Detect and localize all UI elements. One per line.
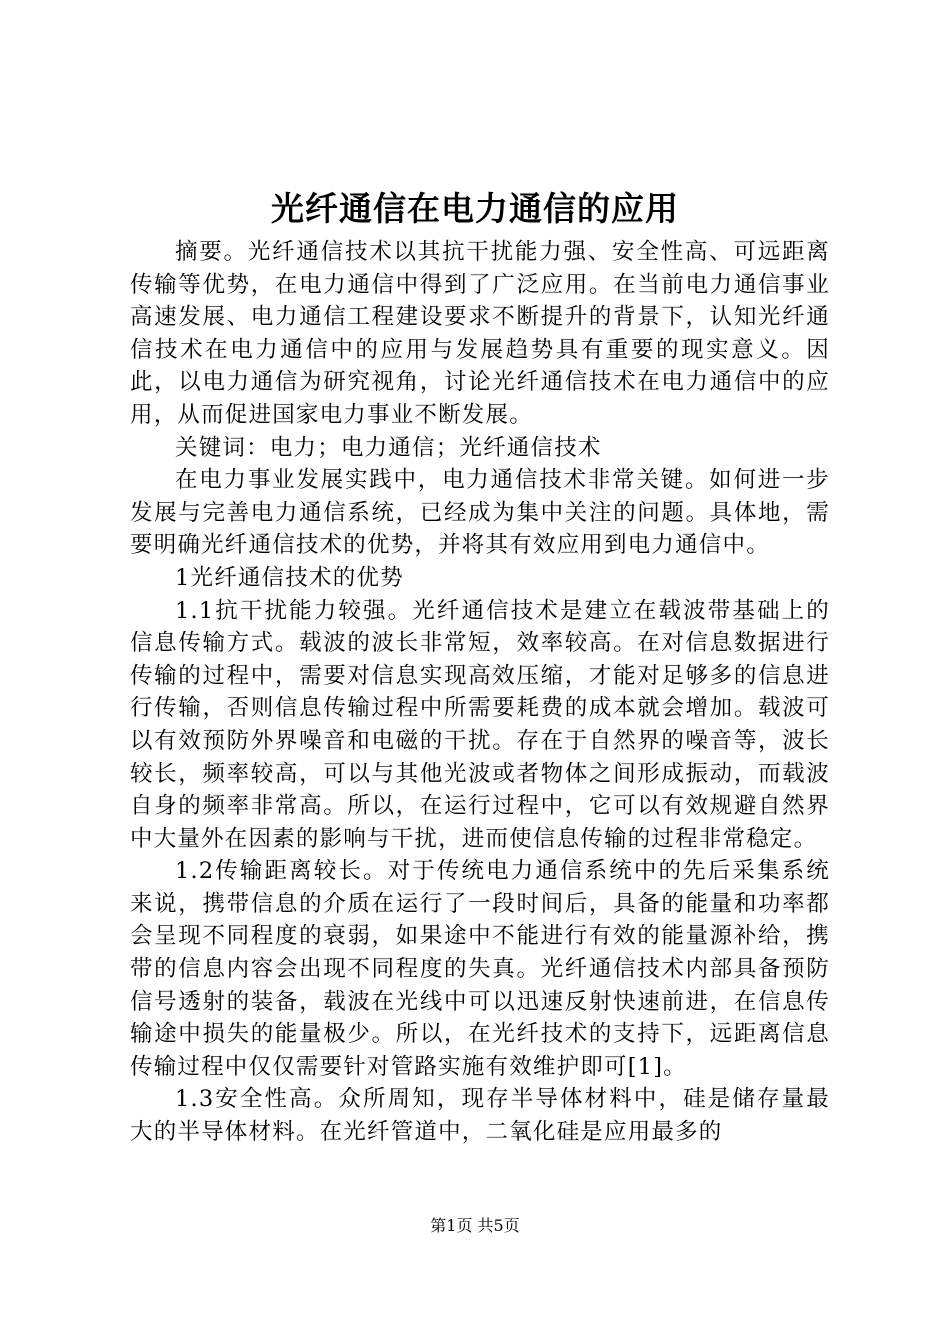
document-title: 光纤通信在电力通信的应用 — [271, 189, 679, 228]
keywords-paragraph: 关键词：电力；电力通信；光纤通信技术 — [175, 434, 602, 461]
section-heading: 1光纤通信技术的优势 — [175, 564, 404, 591]
document-body — [130, 236, 830, 1149]
body-paragraph: 1.3安全性高。众所周知，现存半导体材料中，硅是储存量最大的半导体材料。在光纤管道中，二氧化硅是应用最多的 — [130, 1086, 830, 1146]
body-paragraph: 1.1抗干扰能力较强。光纤通信技术是建立在载波带基础上的信息传输方式。载波的波长非常短，效率较高。在对信息数据进行传输的过程中，需要对信息实现高效压缩，才能对足够多的信息进行传输，否则信息传输过程中所需要耗费的成本就会增加。载波可以有效预防外界噪音和电磁的干扰。存在于自然界的噪音等，波长较长，频率较高，可以与其他光波或者物体之间形成振动，而载波自身的频率非常高。所以，在运行过程中，它可以有效规避自然界中大量外在因素的影响与干扰，进而使信息传输的过程非常稳定。 — [130, 597, 830, 852]
intro-paragraph: 在电力事业发展实践中，电力通信技术非常关键。如何进一步发展与完善电力通信系统，已经成为集中关注的问题。具体地，需要明确光纤通信技术的优势，并将其有效应用到电力通信中。 — [130, 467, 830, 559]
body-paragraph: 1.2传输距离较长。对于传统电力通信系统中的先后采集系统来说，携带信息的介质在运行了一段时间后，具备的能量和功率都会呈现不同程度的衰弱，如果途中不能进行有效的能量源补给，携带的信息内容会出现不同程度的失真。光纤通信技术内部具备预防信号透射的装备，载波在光线中可以迅速反射快速前进，在信息传输途中损失的能量极少。所以，在光纤技术的支持下，远距离信息传输过程中仅仅需要针对管路实施有效维护即可[1]。 — [130, 858, 830, 1080]
abstract-paragraph: 摘要。光纤通信技术以其抗干扰能力强、安全性高、可远距离传输等优势，在电力通信中得到了广泛应用。在当前电力通信事业高速发展、电力通信工程建设要求不断提升的背景下，认知光纤通信技术在电力通信中的应用与发展趋势具有重要的现实意义。因此，以电力通信为研究视角，讨论光纤通信技术在电力通信中的应用，从而促进国家电力事业不断发展。 — [130, 239, 830, 428]
page-footer: 第1页 共5页 — [430, 1216, 520, 1235]
